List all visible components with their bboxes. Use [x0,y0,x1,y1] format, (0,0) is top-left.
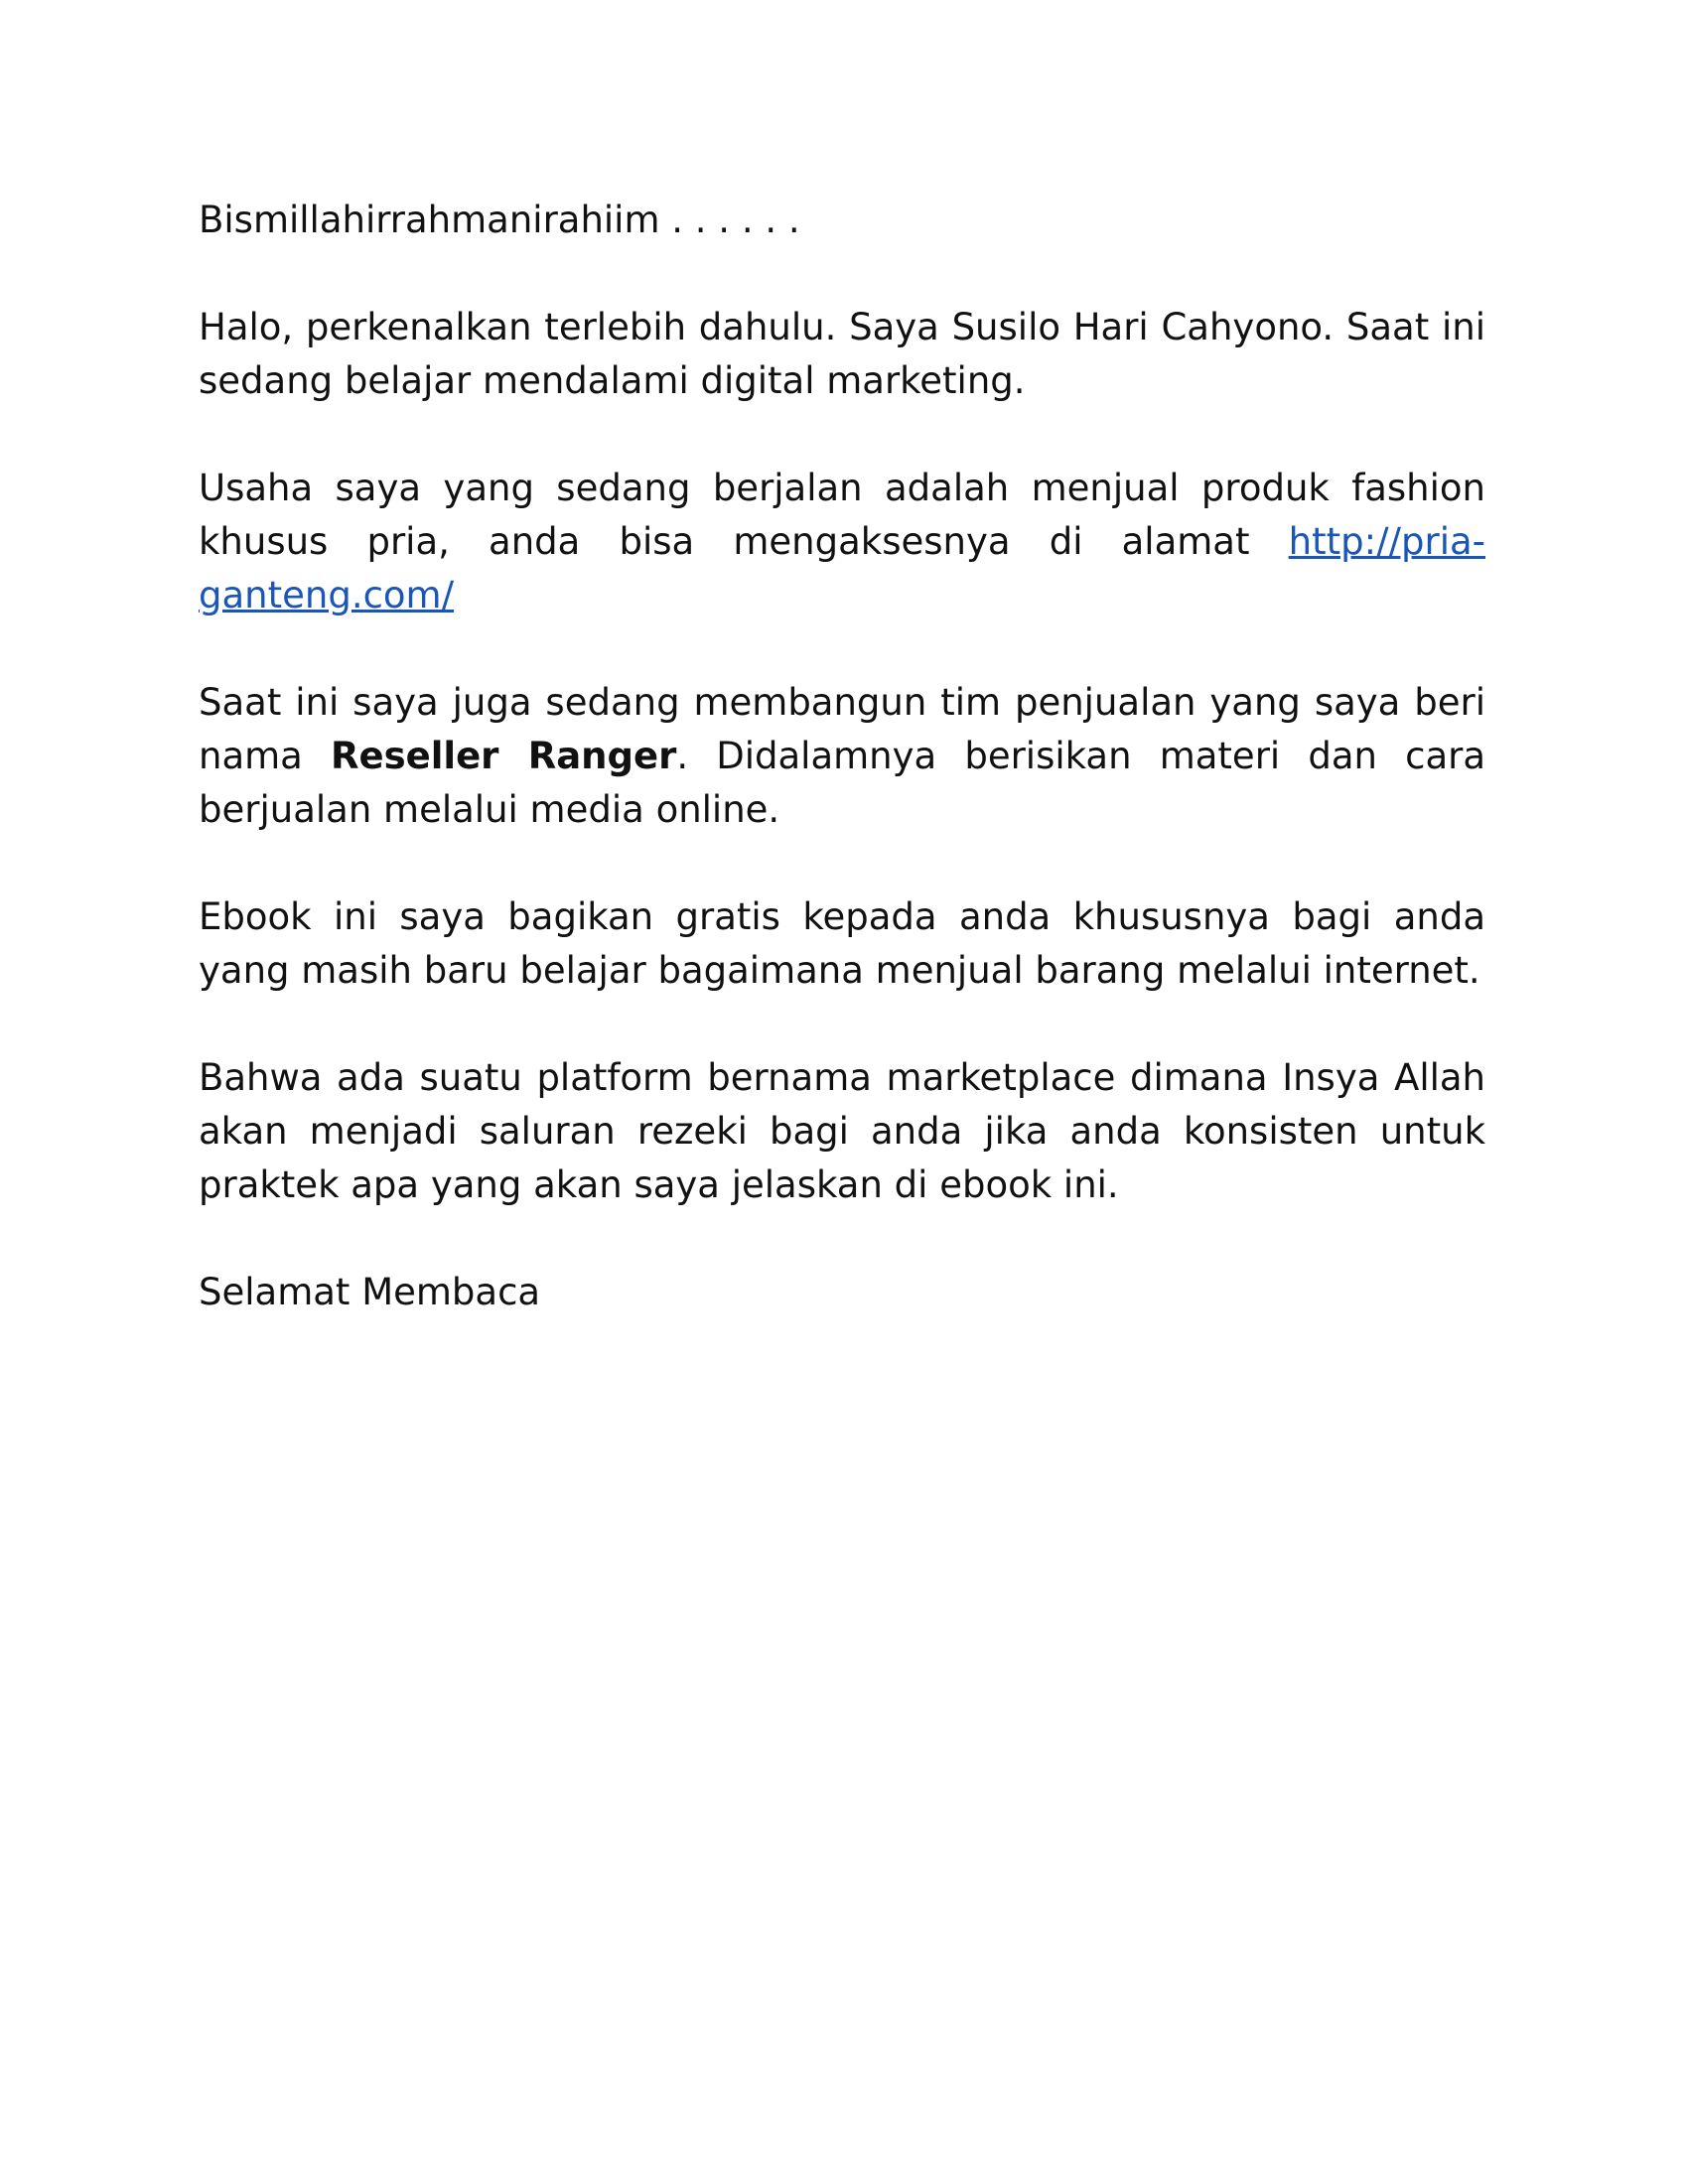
marketplace-paragraph: Bahwa ada suatu platform bernama marketplace dimana Insya Allah akan menjadi saluran rezeki bagi anda jika anda konsisten untuk praktek apa yang akan saya jelaskan di ebook ini. [199,1056,1485,1206]
team-paragraph [199,676,1485,837]
document-body [199,194,1485,1373]
team-name: Reseller Ranger [331,735,677,777]
business-paragraph [199,462,1485,622]
team-text-before: Saat ini saya juga sedang membangun tim penjualan yang saya beri nama [199,681,1485,777]
business-text: Usaha saya yang sedang berjalan adalah menjual produk fashion khusus pria, anda bisa mengaksesnya di alamat [199,467,1485,563]
closing-line: Selamat Membaca [199,1271,541,1313]
ebook-paragraph: Ebook ini saya bagikan gratis kepada anda khususnya bagi anda yang masih baru belajar bagaimana menjual barang melalui internet. [199,895,1485,992]
opening-line: Bismillahirrahmanirahiim . . . . . . [199,199,800,241]
store-link[interactable]: http://pria-ganteng.com/ [199,520,1486,616]
intro-paragraph: Halo, perkenalkan terlebih dahulu. Saya Susilo Hari Cahyono. Saat ini sedang belajar mendalami digital marketing. [199,306,1485,402]
team-text-after: . Didalamnya berisikan materi dan cara berjualan melalui media online. [199,735,1486,831]
